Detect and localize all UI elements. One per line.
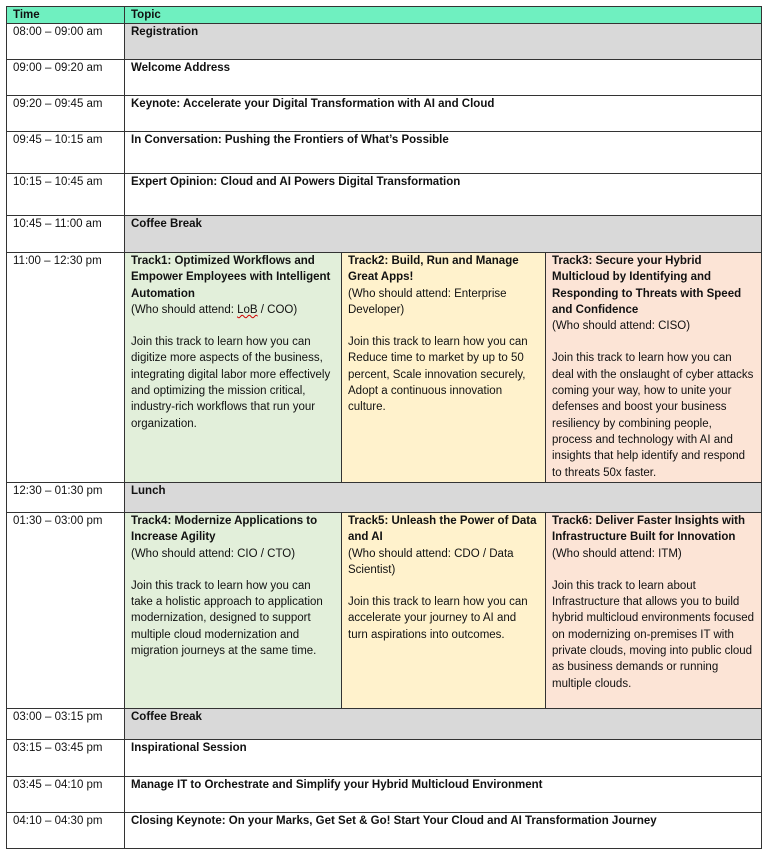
topic-column-header: Topic <box>125 7 762 24</box>
topic-cell: Lunch <box>125 483 762 513</box>
track4-title: Track4: Modernize Applications to Increase Agility <box>131 515 318 544</box>
agenda-table <box>6 6 762 849</box>
table-row <box>7 813 762 849</box>
topic-cell: Registration <box>125 24 762 60</box>
table-row <box>7 777 762 813</box>
table-row <box>7 216 762 253</box>
header-row <box>7 7 762 24</box>
track1-audience-role: LoB <box>237 303 258 316</box>
time-cell: 09:20 – 09:45 am <box>7 96 125 132</box>
track5-cell <box>342 513 546 709</box>
track3-description: Join this track to learn how you can deal with the onslaught of cyber attacks coming your way, how to unite your defenses and boost your business resiliency by combining people, process and technology with AI and insights that help identify and respond to threats 50x faster. <box>552 352 754 479</box>
time-cell: 11:00 – 12:30 pm <box>7 253 125 483</box>
track1-cell <box>125 253 342 483</box>
time-column-header: Time <box>7 7 125 24</box>
time-cell: 01:30 – 03:00 pm <box>7 513 125 709</box>
time-cell: 12:30 – 01:30 pm <box>7 483 125 513</box>
track4-cell <box>125 513 342 709</box>
track6-title: Track6: Deliver Faster Insights with Infrastructure Built for Innovation <box>552 515 746 544</box>
track2-description: Join this track to learn how you can Reduce time to market by up to 50 percent, Scale innovation securely, Adopt a continuous innovation culture. <box>348 336 528 414</box>
time-cell: 03:00 – 03:15 pm <box>7 709 125 740</box>
track6-description: Join this track to learn about Infrastructure that allows you to build hybrid multicloud environments focused on modernizing on-premises IT with private clouds, moving into public cloud as business demands or running multiple clouds. <box>552 579 754 690</box>
time-cell: 10:45 – 11:00 am <box>7 216 125 253</box>
table-row <box>7 174 762 216</box>
time-cell: 03:15 – 03:45 pm <box>7 740 125 777</box>
time-cell: 03:45 – 04:10 pm <box>7 777 125 813</box>
track5-audience: (Who should attend: CDO / Data Scientist) <box>348 547 514 576</box>
table-row <box>7 513 762 709</box>
track3-title: Track3: Secure your Hybrid Multicloud by Identifying and Responding to Threats with Speed and Confidence <box>552 255 742 316</box>
topic-cell: Closing Keynote: On your Marks, Get Set & Go! Start Your Cloud and AI Transformation Journey <box>125 813 762 849</box>
track1-description: Join this track to learn how you can digitize more aspects of the business, integrating digital labor more effectively and optimizing the mission critical, industry-rich workflows that run your organization. <box>131 336 331 430</box>
table-row <box>7 483 762 513</box>
time-cell: 08:00 – 09:00 am <box>7 24 125 60</box>
track4-audience: (Who should attend: CIO / CTO) <box>131 547 296 560</box>
track1-audience-prefix: (Who should attend: <box>131 303 238 316</box>
topic-cell: Manage IT to Orchestrate and Simplify your Hybrid Multicloud Environment <box>125 777 762 813</box>
topic-cell: Coffee Break <box>125 216 762 253</box>
topic-cell: Welcome Address <box>125 60 762 96</box>
track4-description: Join this track to learn how you can take a holistic approach to application modernization, designed to support multiple cloud modernization and migration journeys at the same time. <box>131 579 323 658</box>
table-row <box>7 24 762 60</box>
table-row <box>7 96 762 132</box>
track5-title: Track5: Unleash the Power of Data and AI <box>348 515 537 544</box>
track3-audience: (Who should attend: CISO) <box>552 320 691 333</box>
table-row <box>7 740 762 777</box>
track6-audience: (Who should attend: ITM) <box>552 547 682 560</box>
topic-cell: Keynote: Accelerate your Digital Transformation with AI and Cloud <box>125 96 762 132</box>
track2-cell <box>342 253 546 483</box>
topic-cell: Coffee Break <box>125 709 762 740</box>
table-row <box>7 253 762 483</box>
topic-cell: In Conversation: Pushing the Frontiers of What’s Possible <box>125 132 762 174</box>
time-cell: 10:15 – 10:45 am <box>7 174 125 216</box>
track1-audience-suffix: / COO) <box>257 303 298 316</box>
time-cell: 04:10 – 04:30 pm <box>7 813 125 849</box>
time-cell: 09:00 – 09:20 am <box>7 60 125 96</box>
track2-audience: (Who should attend: Enterprise Developer) <box>348 287 507 316</box>
topic-cell: Inspirational Session <box>125 740 762 777</box>
track5-description: Join this track to learn how you can accelerate your journey to AI and turn aspirations into outcomes. <box>348 596 528 641</box>
time-cell: 09:45 – 10:15 am <box>7 132 125 174</box>
table-row <box>7 132 762 174</box>
table-row <box>7 709 762 740</box>
track1-title: Track1: Optimized Workflows and Empower Employees with Intelligent Automation <box>131 255 331 300</box>
topic-cell: Expert Opinion: Cloud and AI Powers Digital Transformation <box>125 174 762 216</box>
track3-cell <box>546 253 762 483</box>
track2-title: Track2: Build, Run and Manage Great Apps! <box>348 255 519 284</box>
table-row <box>7 60 762 96</box>
track6-cell <box>546 513 762 709</box>
track1-audience <box>131 302 335 318</box>
